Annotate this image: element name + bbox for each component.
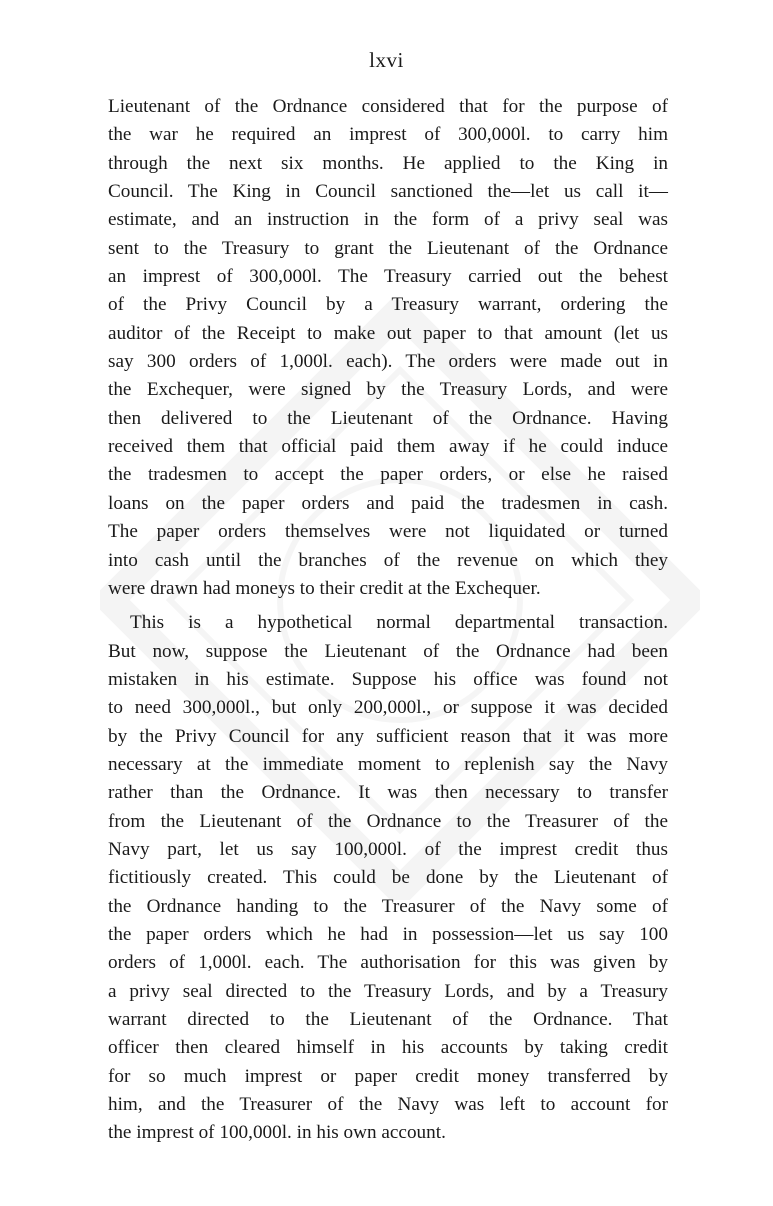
text-line: warrant directed to the Lieutenant of the Ordnance. That	[108, 1009, 668, 1030]
text-line: the paper orders which he had in possession—let us say 100	[108, 923, 668, 945]
text-line: fictitiously created. This could be done by the Lieutenant of	[108, 867, 668, 889]
text-line: to need 300,000l., but only 200,000l., or suppose it was decided	[108, 697, 668, 719]
text-line: the imprest of 100,000l. in his own account.	[108, 1122, 446, 1144]
text-line: necessary at the immediate moment to replenish say the Navy	[108, 753, 668, 775]
text-line: an imprest of 300,000l. The Treasury carried out the behest	[108, 266, 668, 288]
text-line: through the next six months. He applied to the King in	[108, 152, 668, 174]
text-line: The paper orders themselves were not liquidated or turned	[108, 521, 668, 543]
text-line: rather than the Ordnance. It was then necessary to transfer	[108, 782, 668, 804]
text-line: auditor of the Receipt to make out paper to that amount (let us	[108, 322, 668, 344]
text-line: for so much imprest or paper credit money transferred by	[108, 1065, 668, 1087]
text-line: a privy seal directed to the Treasury Lords, and by a Treasury	[108, 980, 668, 1002]
page-number: lxvi	[369, 48, 404, 72]
text-line: the tradesmen to accept the paper orders, or else he raised	[108, 464, 668, 486]
text-line: Lieutenant of the Ordnance considered that for the purpose of	[108, 96, 668, 117]
text-line: Navy part, let us say 100,000l. of the imprest credit thus	[108, 838, 668, 860]
text-line: the Exchequer, were signed by the Treasury Lords, and were	[108, 379, 668, 401]
text-line: into cash until the branches of the revenue on which they	[108, 549, 668, 571]
paragraph-2	[108, 609, 668, 1148]
text-line: Council. The King in Council sanctioned the—let us call it—	[108, 181, 668, 203]
text-line: This is a hypothetical normal departmental transaction.	[130, 612, 668, 634]
text-line: mistaken in his estimate. Suppose his office was found not	[108, 668, 668, 690]
paragraph-1	[108, 93, 668, 603]
text-line: the Ordnance handing to the Treasurer of the Navy some of	[108, 895, 668, 917]
text-line: orders of 1,000l. each. The authorisation for this was given by	[108, 952, 668, 974]
text-line: say 300 orders of 1,000l. each). The orders were made out in	[108, 351, 668, 373]
body-text	[108, 93, 668, 1148]
text-line: him, and the Treasurer of the Navy was left to account for	[108, 1094, 668, 1116]
text-line: then delivered to the Lieutenant of the Ordnance. Having	[108, 407, 668, 429]
text-line: received them that official paid them away if he could induce	[108, 436, 668, 458]
text-line: officer then cleared himself in his accounts by taking credit	[108, 1037, 668, 1059]
text-line: the war he required an imprest of 300,000l. to carry him	[108, 124, 668, 146]
text-line: were drawn had moneys to their credit at the Exchequer.	[108, 577, 541, 599]
text-line: by the Privy Council for any sufficient reason that it was more	[108, 725, 668, 747]
text-line: from the Lieutenant of the Ordnance to the Treasurer of the	[108, 810, 668, 832]
text-line: But now, suppose the Lieutenant of the Ordnance had been	[108, 640, 668, 662]
text-line: sent to the Treasury to grant the Lieutenant of the Ordnance	[108, 237, 668, 259]
text-line: estimate, and an instruction in the form of a privy seal was	[108, 209, 668, 231]
text-line: of the Privy Council by a Treasury warrant, ordering the	[108, 294, 668, 316]
text-line: loans on the paper orders and paid the tradesmen in cash.	[108, 492, 668, 514]
